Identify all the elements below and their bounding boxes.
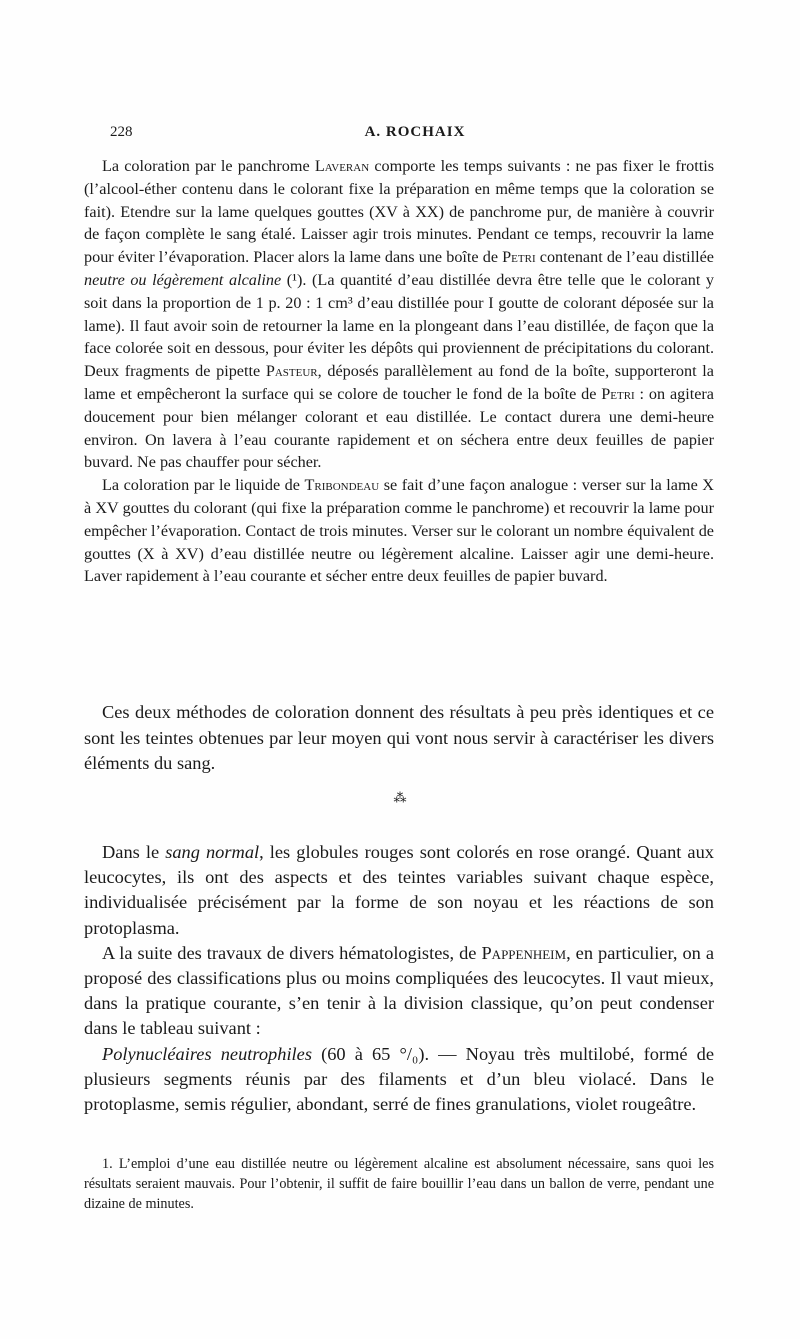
paragraph-results: Ces deux méthodes de coloration donnent des résultats à peu près identiques et ce sont les teintes obtenues par leur moyen qui vont nous servir à caractériser les divers éléments du sang. xyxy=(84,702,714,774)
name-pappenheim: Pappenheim xyxy=(481,942,567,963)
running-head-author: A. ROCHAIX xyxy=(364,124,466,140)
paragraph-classification: A la suite des travaux de divers hématologistes, de Pappenheim, en particulier, on a proposé des classifications plus ou moins compliquées des leucocytes. Il vaut mieux, dans la pratique courante, s’en tenir à la division classique, qu’on peut condenser dans le tableau suivant : xyxy=(84,942,714,1039)
footnote-ref: (¹) xyxy=(281,270,303,289)
section-normal-blood xyxy=(84,840,714,1117)
paragraph-panchrome: La coloration par le panchrome Laveran comporte les temps suivants : ne pas fixer le frottis (l’alcool-éther contenu dans le colorant fixe la préparation en même temps que la coloration se fait). Etendre sur la lame quelques gouttes (XV à XX) de panchrome pur, de manière à couvrir de façon complète le sang étalé. Laisser agir trois minutes. Pendant ce temps, recouvrir la lame pour éviter l’évaporation. Placer alors la lame dans une boîte de Petri contenant de l’eau distillée neutre ou légèrement alcaline (¹). (La quantité d’eau distillée devra être telle que le colorant y soit dans la proportion de 1 p. 20 : 1 cm³ d’eau distillée pour I goutte de colorant déposée sur la lame). Il faut avoir soin de retourner la lame en la plongeant dans l’eau distillée, de façon que la face colorée soit en dessous, pour éviter les dépôts qui proviennent de précipitations du colorant. Deux fragments de pipette Pasteur, déposés parallèlement au fond de la boîte, supporteront la lame et empêcheront la surface qui se colore de toucher le fond de la boîte de Petri : on agitera doucement pour bien mélanger colorant et eau distillée. Le contact durera une demi-heure environ. On lavera à l’eau courante rapidement et on séchera entre deux feuilles de papier buvard. Ne pas chauffer pour sécher. xyxy=(84,157,714,472)
name-pasteur: Pasteur xyxy=(265,362,318,381)
name-laveran: Laveran xyxy=(314,157,370,175)
paragraph-tribondeau: La coloration par le liquide de Tribondeau se fait d’une façon analogue : verser sur la lame X à XV gouttes du colorant (qui fixe la préparation comme le panchrome) et recouvrir la lame pour empêcher l’évaporation. Contact de trois minutes. Verser sur le colorant un nombre équivalent de gouttes (X à XV) d’eau distillée neutre ou légèrement alcaline. Laisser agir une demi-heure. Laver rapidement à l’eau courante et sécher entre deux feuilles de papier buvard. xyxy=(84,476,714,586)
name-petri: Petri xyxy=(502,248,536,267)
section-coloration-methods xyxy=(84,155,714,588)
page-number: 228 xyxy=(110,124,133,140)
paragraph-polynuclear: Polynucléaires neutrophiles (60 à 65 °/₀). — Noyau très multilobé, formé de plusieurs segments réunis par des filaments et d’un bleu violacé. Dans le protoplasme, semis régulier, abondant, serré de fines granulations, violet rougeâtre. xyxy=(84,1043,715,1115)
paragraph-normal-blood: Dans le sang normal, les globules rouges sont colorés en rose orangé. Quant aux leucocytes, ils ont des aspects et des teintes variables suivant chaque espèce, individualisée précisément par la forme de son noyau et les réactions de son protoplasma. xyxy=(84,842,714,938)
footnote-text: 1. L’emploi d’une eau distillée neutre ou légèrement alcaline est absolument nécessaire, sans quoi les résultats seraient mauvais. Pour l’obtenir, il suffit de faire bouillir l’eau dans un ballon de verre, pendant une dizaine de minutes. xyxy=(84,1156,714,1212)
name-petri-2: Petri xyxy=(601,384,635,403)
footnote xyxy=(84,1154,714,1214)
page-header xyxy=(110,124,720,148)
asterism-separator: ⁂ xyxy=(393,790,407,805)
name-tribondeau: Tribondeau xyxy=(304,476,380,495)
section-results xyxy=(84,700,714,777)
